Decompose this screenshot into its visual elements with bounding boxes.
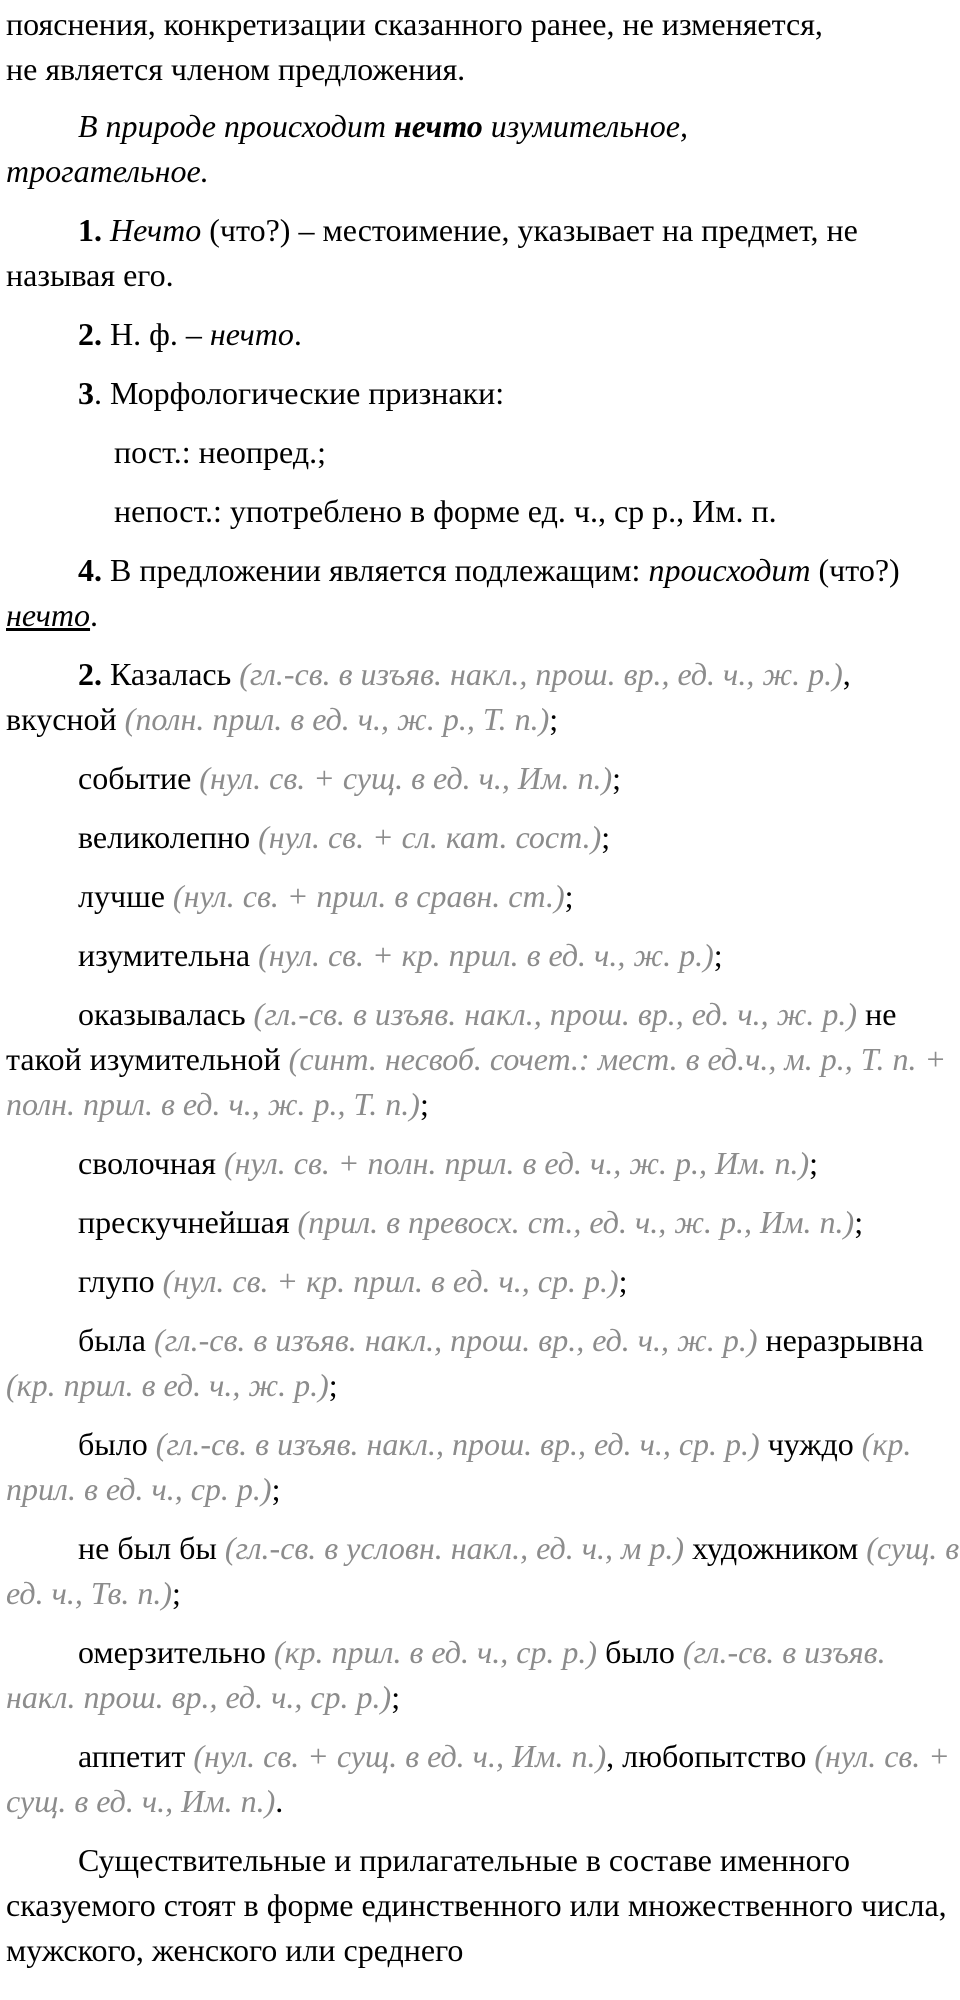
- item-3: [6, 815, 960, 860]
- item-7-word: сволочная: [78, 1145, 216, 1181]
- item-14-gloss-1: (нул. св. + сущ. в ед. ч., Им. п.): [185, 1738, 607, 1774]
- item-5-word: изумительна: [78, 937, 251, 973]
- item-8: [6, 1200, 960, 1245]
- item-12-word-2: художником: [684, 1530, 859, 1566]
- item-2: [6, 756, 960, 801]
- item-4: [6, 874, 960, 919]
- item-10-end: ;: [328, 1367, 338, 1403]
- item-1-word-2: , вкусной: [6, 656, 851, 737]
- point-4: [6, 548, 960, 638]
- item-11-end: ;: [271, 1471, 281, 1507]
- example-sentence: [6, 104, 960, 194]
- item-14-word-1: аппетит: [78, 1738, 186, 1774]
- example-part-c: изумительное,: [482, 108, 688, 144]
- item-5-end: ;: [713, 937, 723, 973]
- item-11-gloss-1: (гл.-св. в изъяв. накл., прош. вр., ед. ч., ср. р.): [147, 1426, 760, 1462]
- item-3-gloss: (нул. св. + сл. кат. сост.): [250, 819, 602, 855]
- intro-line-2: не является членом предложения.: [6, 51, 466, 87]
- point-3: [6, 371, 960, 416]
- item-10: [6, 1318, 960, 1408]
- item-5: [6, 933, 960, 978]
- item-4-word: лучше: [78, 878, 165, 914]
- item-8-word: прескучнейшая: [78, 1204, 290, 1240]
- item-7: [6, 1141, 960, 1186]
- item-14-gloss-2: (нул. св. + сущ. в ед. ч., Им. п.): [6, 1738, 950, 1819]
- intro-line-1: пояснения, конкретизации сказанного ранее, не изменяется,: [6, 6, 823, 42]
- item-14-end: .: [275, 1783, 284, 1819]
- item-2-word: событие: [78, 760, 192, 796]
- point-4-subject: нечто: [6, 597, 91, 633]
- item-3-word: великолепно: [78, 819, 251, 855]
- point-1: [6, 208, 960, 298]
- point-2-number: 2.: [78, 316, 102, 352]
- item-13: [6, 1630, 960, 1720]
- item-1-gloss-1: (гл.-св. в изъяв. накл., прош. вр., ед. ч., ж. р.): [231, 656, 843, 692]
- item-9: [6, 1259, 960, 1304]
- point-3-variable: непост.: употреблено в форме ед. ч., ср р., Им. п.: [114, 493, 777, 529]
- item-8-gloss: (прил. в превосх. ст., ед. ч., ж. р., Им. п.): [289, 1204, 855, 1240]
- item-13-gloss-1: (кр. прил. в ед. ч., ср. р.): [265, 1634, 598, 1670]
- point-1-text: (что?) – местоимение, указывает на предмет, не называя его.: [6, 212, 858, 293]
- item-11-gloss-2: (кр. прил. в ед. ч., ср. р.): [6, 1426, 912, 1507]
- item-6-word-2: не такой изумительной: [6, 996, 897, 1077]
- item-9-word: глупо: [78, 1263, 155, 1299]
- item-13-end: ;: [391, 1679, 401, 1715]
- item-10-word-1: была: [78, 1322, 146, 1358]
- item-4-gloss: (нул. св. + прил. в сравн. ст.): [164, 878, 565, 914]
- item-2-gloss: (нул. св. + сущ. в ед. ч., Им. п.): [191, 760, 613, 796]
- item-1-number: 2.: [78, 656, 102, 692]
- example-keyword: нечто: [393, 108, 483, 144]
- point-2-end: .: [293, 316, 302, 352]
- item-10-gloss-1: (гл.-св. в изъяв. накл., прош. вр., ед. ч., ж. р.): [145, 1322, 758, 1358]
- point-4-end: .: [90, 597, 99, 633]
- item-11: [6, 1422, 960, 1512]
- item-7-end: ;: [809, 1145, 819, 1181]
- item-1: [6, 652, 960, 742]
- item-9-gloss: (нул. св. + кр. прил. в ед. ч., ср. р.): [154, 1263, 619, 1299]
- item-6-gloss-2: (синт. несвоб. сочет.: мест. в ед.ч., м. р., Т. п. + полн. прил. в ед. ч., ж. р., Т. п.): [6, 1041, 947, 1122]
- item-2-end: ;: [612, 760, 621, 796]
- example-part-d: трогательное.: [6, 153, 209, 189]
- item-11-word-1: было: [78, 1426, 148, 1462]
- point-3-constant: пост.: неопред.;: [114, 434, 326, 470]
- point-1-word: Нечто: [110, 212, 202, 248]
- item-12-end: ;: [172, 1575, 181, 1611]
- item-12-gloss-2: (сущ. в ед. ч., Тв. п.): [6, 1530, 960, 1611]
- item-11-word-2: чуждо: [759, 1426, 854, 1462]
- item-4-end: ;: [564, 878, 574, 914]
- point-4-predicate: происходит: [648, 552, 811, 588]
- item-3-end: ;: [601, 819, 611, 855]
- point-4-text: В предложении является подлежащим:: [102, 552, 649, 588]
- item-12-gloss-1: (гл.-св. в условн. накл., ед. ч., м р.): [216, 1530, 685, 1566]
- item-5-gloss: (нул. св. + кр. прил. в ед. ч., ж. р.): [250, 937, 714, 973]
- item-13-gloss-2: (гл.-св. в изъяв. накл. прош. вр., ед. ч., ср. р.): [6, 1634, 886, 1715]
- item-10-word-2: неразрывна: [757, 1322, 924, 1358]
- point-4-number: 4.: [78, 552, 102, 588]
- example-part-a: В природе происходит: [78, 108, 394, 144]
- item-7-gloss: (нул. св. + полн. прил. в ед. ч., ж. р., Им. п.): [215, 1145, 810, 1181]
- point-2-text: Н. ф. –: [102, 316, 210, 352]
- item-6-word-1: оказывалась: [78, 996, 246, 1032]
- item-6: [6, 992, 960, 1127]
- item-12: [6, 1526, 960, 1616]
- item-6-gloss-1: (гл.-св. в изъяв. накл., прош. вр., ед. ч., ж. р.): [245, 996, 858, 1032]
- point-3-text: . Морфологические признаки:: [94, 375, 505, 411]
- point-2-word: нечто: [209, 316, 294, 352]
- point-1-number: 1.: [78, 212, 102, 248]
- intro-paragraph: [6, 2, 960, 92]
- item-6-end: ;: [419, 1086, 429, 1122]
- item-8-end: ;: [854, 1204, 864, 1240]
- item-14: [6, 1734, 960, 1824]
- item-1-word-1: Казалась: [102, 656, 232, 692]
- item-10-gloss-2: (кр. прил. в ед. ч., ж. р.): [6, 1367, 329, 1403]
- item-13-word-1: омерзительно: [78, 1634, 266, 1670]
- item-12-word-1: не был бы: [78, 1530, 217, 1566]
- item-13-word-2: было: [597, 1634, 675, 1670]
- item-9-end: ;: [618, 1263, 628, 1299]
- item-14-word-2: , любопытство: [606, 1738, 807, 1774]
- point-4-question: (что?): [810, 552, 900, 588]
- item-1-end: ;: [549, 701, 559, 737]
- outro-paragraph: Существительные и прилагательные в составе именного сказуемого стоят в форме единственного или множественного числа, мужского, женского или среднего: [6, 1842, 947, 1968]
- point-2: [6, 312, 960, 357]
- item-1-gloss-2: (полн. прил. в ед. ч., ж. р., Т. п.): [116, 701, 550, 737]
- point-3-number: 3: [78, 375, 94, 411]
